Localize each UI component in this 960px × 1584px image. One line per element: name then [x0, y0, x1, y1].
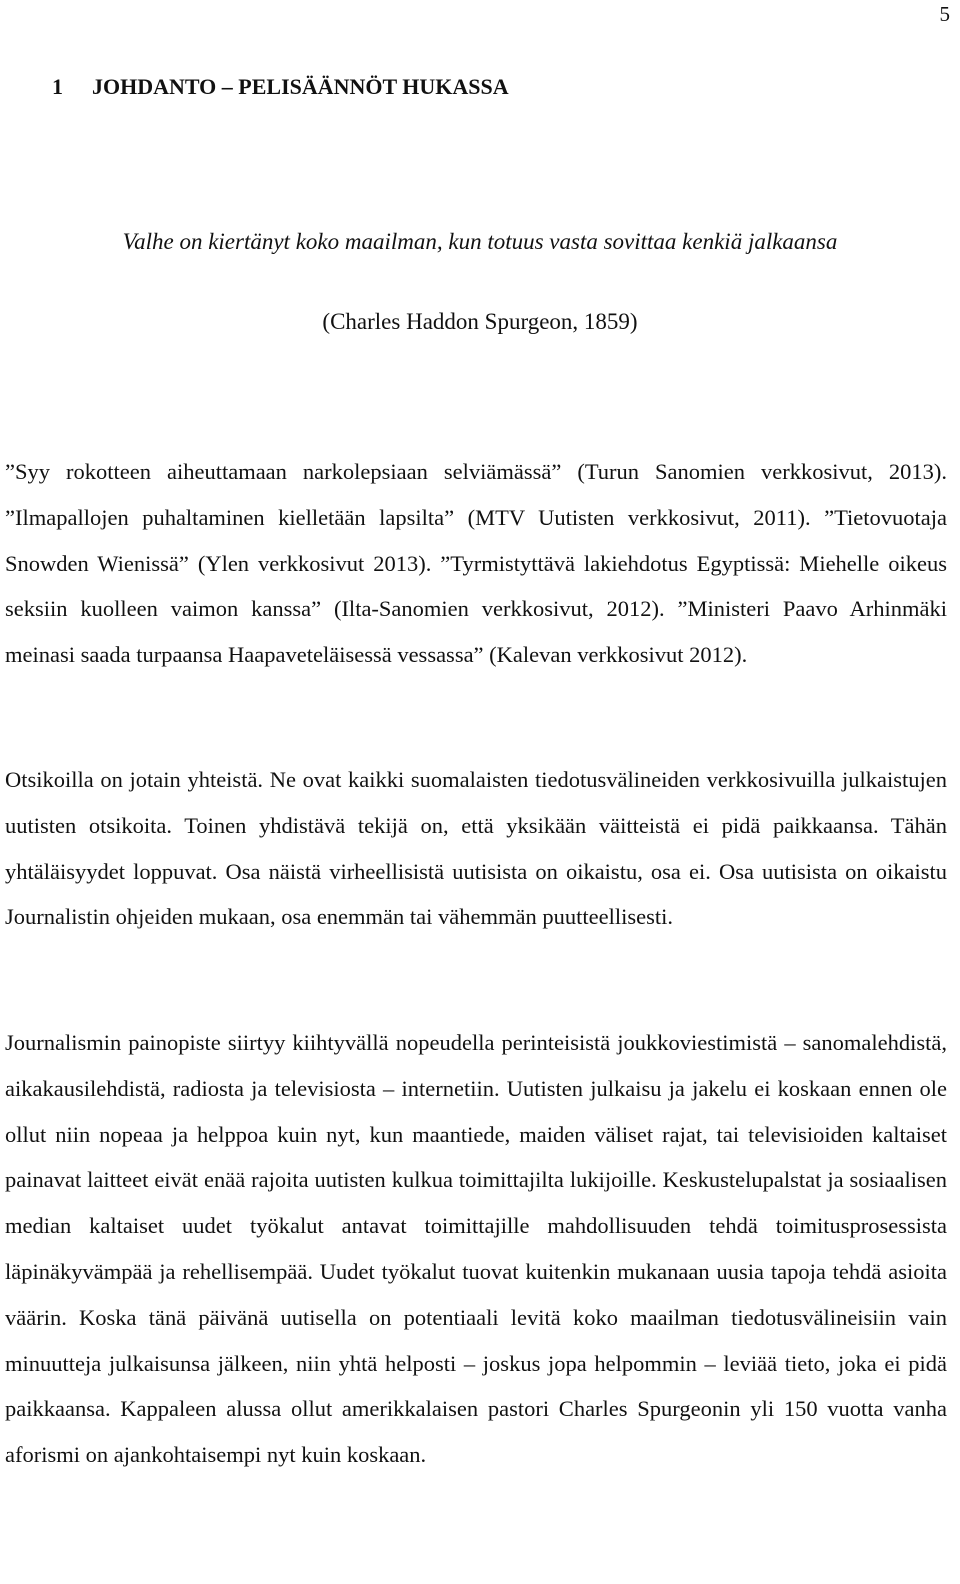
paragraph-journalism-shift: Journalismin painopiste siirtyy kiihtyvällä nopeudella perinteisistä joukkoviestimistä – sanomalehdistä, aikakausilehdistä, radiosta ja televisiosta – internetiin. Uutisten julkaisu ja jakelu ei koskaan ennen ole ollut niin nopeaa ja helppoa kuin nyt, kun maantiede, maiden väliset rajat, tai televisioiden kaltaiset painavat laitteet eivät enää rajoita uutisten kulkua toimittajilta lukijoille. Keskustelupalstat ja sosiaalisen median kaltaiset uudet työkalut antavat toimittajille mahdollisuuden tehdä toimitusprosessista läpinäkyvämpää ja rehellisempää. Uudet työkalut tuovat kuitenkin mukanaan uusia tapoja tehdä asioita väärin. Koska tänä päivänä uutisella on potentiaali levitä koko maailman tiedotusvälineisiin vain minuutteja julkaisunsa jälkeen, niin yhtä helposti – joskus jopa helpommin – leviää tieto, joka ei pidä paikkaansa. Kappaleen alussa ollut amerikkalaisen pastori Charles Spurgeonin yli 150 vuotta vanha aforismi on ajankohtaisempi nyt kuin koskaan. — [5, 1030, 947, 1468]
paragraph-common-traits: Otsikoilla on jotain yhteistä. Ne ovat kaikki suomalaisten tiedotusvälineiden verkkosivuilla julkaistujen uutisten otsikoita. Toinen yhdistävä tekijä on, että yksikään väitteistä ei pidä paikkaansa. Tähän yhtäläisyydet loppuvat. Osa näistä virheellisistä uutisista on oikaistu, osa ei. Osa uutisista on oikaistu Journalistin ohjeiden mukaan, osa enemmän tai vähemmän puutteellisesti. — [5, 767, 947, 930]
chapter-number: 1 — [52, 74, 63, 99]
epigraph-source: (Charles Haddon Spurgeon, 1859) — [322, 309, 638, 334]
paragraph-headlines: ”Syy rokotteen aiheuttamaan narkolepsiaan selviämässä” (Turun Sanomien verkkosivut, 2013). ”Ilmapallojen puhaltaminen kielletään lapsilta” (MTV Uutisten verkkosivut, 2011). ”Tietovuotaja Snowden Wienissä” (Ylen verkkosivut 2013). ”Tyrmistyttävä lakiehdotus Egyptissä: Miehelle oikeus seksiin kuolleen vaimon kanssa” (Ilta-Sanomien verkkosivut, 2012). ”Ministeri Paavo Arhinmäki meinasi saada turpaansa Haapaveteläisessä vessassa” (Kalevan verkkosivut 2012). — [5, 459, 947, 668]
epigraph-quote: Valhe on kiertänyt koko maailman, kun totuus vasta sovittaa kenkiä jalkaansa — [122, 229, 838, 254]
chapter-title: JOHDANTO – PELISÄÄNNÖT HUKASSA — [92, 74, 509, 99]
page-number: 5 — [939, 2, 950, 26]
chapter-heading — [52, 72, 920, 102]
